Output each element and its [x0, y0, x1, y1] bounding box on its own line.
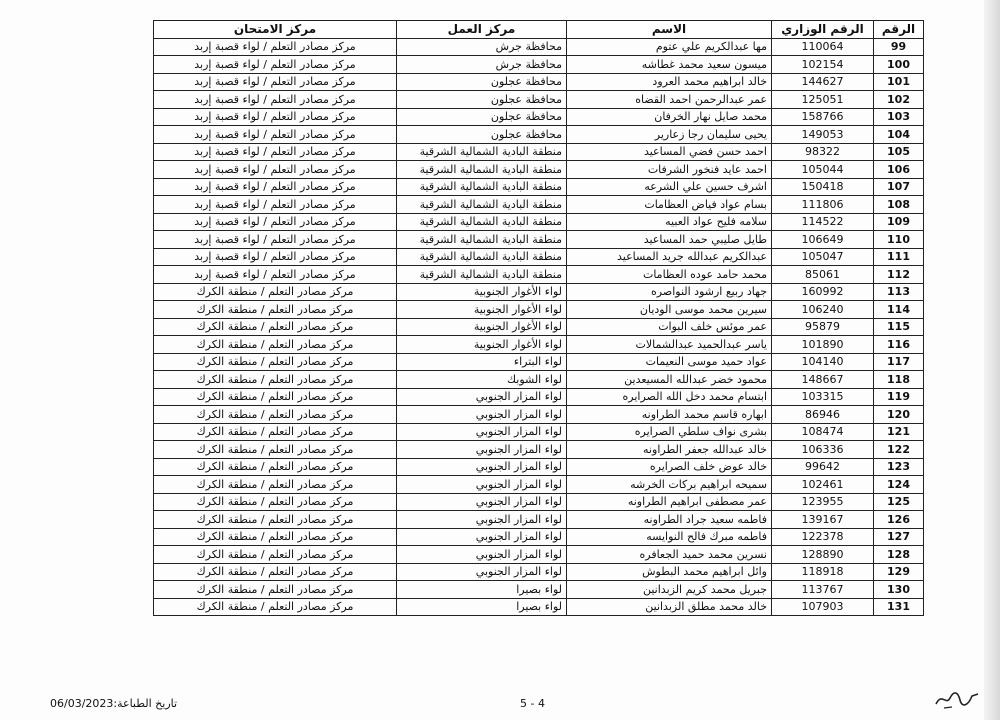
- roster-table: [153, 20, 924, 616]
- table-header-row: [154, 21, 924, 39]
- cell-number: 120: [874, 406, 924, 424]
- table-row: [154, 91, 924, 109]
- cell-name: عمر مصطفى ابراهيم الطراونه: [567, 493, 772, 511]
- cell-number: 130: [874, 581, 924, 599]
- cell-workplace: لواء الأغوار الجنوبية: [397, 318, 567, 336]
- cell-name: طايل صليبي حمد المساعيد: [567, 231, 772, 249]
- cell-number: 112: [874, 266, 924, 284]
- table-row: [154, 563, 924, 581]
- cell-number: 119: [874, 388, 924, 406]
- cell-name: بسام عواد فياض العظامات: [567, 196, 772, 214]
- cell-workplace: لواء بصيرا: [397, 581, 567, 599]
- cell-exam-center: مركز مصادر التعلم / لواء قصبة إربد: [154, 56, 397, 74]
- cell-number: 122: [874, 441, 924, 459]
- cell-exam-center: مركز مصادر التعلم / لواء قصبة إربد: [154, 266, 397, 284]
- cell-ministry-id: 85061: [772, 266, 874, 284]
- table-row: [154, 598, 924, 616]
- cell-workplace: لواء المزار الجنوبي: [397, 493, 567, 511]
- cell-ministry-id: 86946: [772, 406, 874, 424]
- table-row: [154, 441, 924, 459]
- cell-ministry-id: 106649: [772, 231, 874, 249]
- cell-workplace: منطقة البادية الشمالية الشرقية: [397, 266, 567, 284]
- table-row: [154, 406, 924, 424]
- cell-ministry-id: 125051: [772, 91, 874, 109]
- cell-name: نسرين محمد حميد الجعافره: [567, 546, 772, 564]
- table-row: [154, 283, 924, 301]
- cell-workplace: محافظة جرش: [397, 56, 567, 74]
- cell-exam-center: مركز مصادر التعلم / لواء قصبة إربد: [154, 231, 397, 249]
- cell-exam-center: مركز مصادر التعلم / لواء قصبة إربد: [154, 213, 397, 231]
- table-row: [154, 301, 924, 319]
- cell-number: 109: [874, 213, 924, 231]
- cell-number: 107: [874, 178, 924, 196]
- cell-name: سميحه ابراهيم بركات الخرشه: [567, 476, 772, 494]
- table-row: [154, 388, 924, 406]
- cell-exam-center: مركز مصادر التعلم / لواء قصبة إربد: [154, 161, 397, 179]
- cell-workplace: لواء المزار الجنوبي: [397, 406, 567, 424]
- cell-workplace: لواء الأغوار الجنوبية: [397, 283, 567, 301]
- table-row: [154, 458, 924, 476]
- table-row: [154, 318, 924, 336]
- cell-workplace: محافظة عجلون: [397, 126, 567, 144]
- cell-workplace: محافظة عجلون: [397, 91, 567, 109]
- table-row: [154, 161, 924, 179]
- cell-number: 131: [874, 598, 924, 616]
- table-row: [154, 56, 924, 74]
- cell-name: محمد حامد عوده العظامات: [567, 266, 772, 284]
- cell-ministry-id: 102154: [772, 56, 874, 74]
- cell-exam-center: مركز مصادر التعلم / منطقة الكرك: [154, 318, 397, 336]
- cell-workplace: لواء المزار الجنوبي: [397, 458, 567, 476]
- cell-name: بشرى نواف سلطي الصرايره: [567, 423, 772, 441]
- table-row: [154, 266, 924, 284]
- cell-workplace: لواء المزار الجنوبي: [397, 511, 567, 529]
- cell-workplace: لواء المزار الجنوبي: [397, 441, 567, 459]
- cell-exam-center: مركز مصادر التعلم / لواء قصبة إربد: [154, 178, 397, 196]
- cell-exam-center: مركز مصادر التعلم / لواء قصبة إربد: [154, 91, 397, 109]
- cell-number: 128: [874, 546, 924, 564]
- table-row: [154, 493, 924, 511]
- cell-exam-center: مركز مصادر التعلم / منطقة الكرك: [154, 563, 397, 581]
- cell-name: فاطمه مبرك فالح النوايسه: [567, 528, 772, 546]
- cell-number: 115: [874, 318, 924, 336]
- cell-ministry-id: 99642: [772, 458, 874, 476]
- cell-exam-center: مركز مصادر التعلم / منطقة الكرك: [154, 388, 397, 406]
- cell-workplace: لواء المزار الجنوبي: [397, 563, 567, 581]
- cell-name: ابهاره قاسم محمد الطراونه: [567, 406, 772, 424]
- cell-name: ميسون سعيد محمد غطاشه: [567, 56, 772, 74]
- cell-ministry-id: 106240: [772, 301, 874, 319]
- cell-exam-center: مركز مصادر التعلم / منطقة الكرك: [154, 441, 397, 459]
- cell-ministry-id: 105044: [772, 161, 874, 179]
- cell-name: خالد عوض خلف الصرايره: [567, 458, 772, 476]
- cell-workplace: محافظة عجلون: [397, 73, 567, 91]
- cell-number: 101: [874, 73, 924, 91]
- cell-number: 99: [874, 38, 924, 56]
- cell-name: جبريل محمد كريم الزبدانين: [567, 581, 772, 599]
- cell-workplace: لواء الأغوار الجنوبية: [397, 336, 567, 354]
- cell-name: خالد ابراهيم محمد العرود: [567, 73, 772, 91]
- cell-name: عبدالكريم عبدالله جريد المساعيد: [567, 248, 772, 266]
- cell-exam-center: مركز مصادر التعلم / منطقة الكرك: [154, 371, 397, 389]
- cell-name: فاطمه سعيد جراد الطراونه: [567, 511, 772, 529]
- table-row: [154, 423, 924, 441]
- cell-ministry-id: 139167: [772, 511, 874, 529]
- cell-workplace: محافظة جرش: [397, 38, 567, 56]
- cell-number: 106: [874, 161, 924, 179]
- cell-ministry-id: 107903: [772, 598, 874, 616]
- table-row: [154, 231, 924, 249]
- cell-number: 129: [874, 563, 924, 581]
- table-row: [154, 178, 924, 196]
- cell-ministry-id: 144627: [772, 73, 874, 91]
- cell-ministry-id: 128890: [772, 546, 874, 564]
- cell-exam-center: مركز مصادر التعلم / منطقة الكرك: [154, 476, 397, 494]
- cell-exam-center: مركز مصادر التعلم / منطقة الكرك: [154, 423, 397, 441]
- table-body: [154, 38, 924, 616]
- cell-name: خالد عبدالله جعفر الطراونه: [567, 441, 772, 459]
- cell-workplace: محافظة عجلون: [397, 108, 567, 126]
- cell-exam-center: مركز مصادر التعلم / لواء قصبة إربد: [154, 38, 397, 56]
- table-row: [154, 511, 924, 529]
- cell-number: 103: [874, 108, 924, 126]
- cell-ministry-id: 105047: [772, 248, 874, 266]
- cell-ministry-id: 95879: [772, 318, 874, 336]
- header-exam-center: مركز الامتحان: [154, 21, 397, 39]
- print-date: تاريخ الطباعة:06/03/2023: [50, 697, 178, 710]
- cell-number: 125: [874, 493, 924, 511]
- table-row: [154, 108, 924, 126]
- cell-ministry-id: 148667: [772, 371, 874, 389]
- cell-name: محمود خضر عبدالله المسيعدين: [567, 371, 772, 389]
- cell-number: 110: [874, 231, 924, 249]
- cell-number: 104: [874, 126, 924, 144]
- header-name: الاسم: [567, 21, 772, 39]
- cell-workplace: منطقة البادية الشمالية الشرقية: [397, 143, 567, 161]
- page-number: 5 - 4: [520, 697, 545, 710]
- cell-ministry-id: 150418: [772, 178, 874, 196]
- cell-name: وائل ابراهيم محمد البطوش: [567, 563, 772, 581]
- cell-name: خالد محمد مطلق الزبدانين: [567, 598, 772, 616]
- cell-workplace: لواء الشوبك: [397, 371, 567, 389]
- cell-exam-center: مركز مصادر التعلم / لواء قصبة إربد: [154, 108, 397, 126]
- cell-number: 102: [874, 91, 924, 109]
- table-row: [154, 371, 924, 389]
- cell-exam-center: مركز مصادر التعلم / منطقة الكرك: [154, 353, 397, 371]
- cell-ministry-id: 160992: [772, 283, 874, 301]
- cell-ministry-id: 123955: [772, 493, 874, 511]
- cell-number: 114: [874, 301, 924, 319]
- cell-workplace: منطقة البادية الشمالية الشرقية: [397, 231, 567, 249]
- cell-number: 100: [874, 56, 924, 74]
- cell-ministry-id: 104140: [772, 353, 874, 371]
- cell-exam-center: مركز مصادر التعلم / منطقة الكرك: [154, 511, 397, 529]
- cell-name: عمر موئس خلف البوات: [567, 318, 772, 336]
- scan-edge-shadow: [984, 0, 1000, 720]
- cell-ministry-id: 158766: [772, 108, 874, 126]
- cell-number: 116: [874, 336, 924, 354]
- cell-exam-center: مركز مصادر التعلم / منطقة الكرك: [154, 283, 397, 301]
- cell-exam-center: مركز مصادر التعلم / منطقة الكرك: [154, 301, 397, 319]
- table-row: [154, 213, 924, 231]
- cell-workplace: منطقة البادية الشمالية الشرقية: [397, 248, 567, 266]
- cell-name: ياسر عبدالحميد عبدالشمالات: [567, 336, 772, 354]
- cell-number: 118: [874, 371, 924, 389]
- table-row: [154, 528, 924, 546]
- cell-number: 111: [874, 248, 924, 266]
- cell-name: ابتسام محمد دخل الله الصرايره: [567, 388, 772, 406]
- cell-workplace: لواء المزار الجنوبي: [397, 546, 567, 564]
- cell-ministry-id: 98322: [772, 143, 874, 161]
- cell-ministry-id: 102461: [772, 476, 874, 494]
- cell-number: 124: [874, 476, 924, 494]
- cell-workplace: لواء الأغوار الجنوبية: [397, 301, 567, 319]
- cell-ministry-id: 101890: [772, 336, 874, 354]
- cell-workplace: لواء البتراء: [397, 353, 567, 371]
- cell-ministry-id: 114522: [772, 213, 874, 231]
- cell-ministry-id: 108474: [772, 423, 874, 441]
- cell-number: 113: [874, 283, 924, 301]
- cell-name: محمد صايل نهار الخرفان: [567, 108, 772, 126]
- cell-exam-center: مركز مصادر التعلم / منطقة الكرك: [154, 406, 397, 424]
- cell-workplace: لواء المزار الجنوبي: [397, 528, 567, 546]
- header-workplace: مركز العمل: [397, 21, 567, 39]
- cell-ministry-id: 122378: [772, 528, 874, 546]
- table-row: [154, 476, 924, 494]
- cell-ministry-id: 118918: [772, 563, 874, 581]
- cell-number: 121: [874, 423, 924, 441]
- table-row: [154, 73, 924, 91]
- table-row: [154, 546, 924, 564]
- cell-exam-center: مركز مصادر التعلم / لواء قصبة إربد: [154, 126, 397, 144]
- cell-exam-center: مركز مصادر التعلم / منطقة الكرك: [154, 528, 397, 546]
- cell-number: 117: [874, 353, 924, 371]
- cell-name: عمر عبدالرحمن احمد القضاه: [567, 91, 772, 109]
- cell-number: 123: [874, 458, 924, 476]
- cell-exam-center: مركز مصادر التعلم / منطقة الكرك: [154, 598, 397, 616]
- cell-workplace: منطقة البادية الشمالية الشرقية: [397, 178, 567, 196]
- table-row: [154, 196, 924, 214]
- table-row: [154, 336, 924, 354]
- cell-name: مها عبدالكريم علي عتوم: [567, 38, 772, 56]
- cell-workplace: لواء المزار الجنوبي: [397, 388, 567, 406]
- table-row: [154, 38, 924, 56]
- cell-ministry-id: 111806: [772, 196, 874, 214]
- cell-number: 108: [874, 196, 924, 214]
- header-number: الرقم: [874, 21, 924, 39]
- cell-name: يحيى سليمان رجا زعارير: [567, 126, 772, 144]
- cell-name: سيرين محمد موسى الوديان: [567, 301, 772, 319]
- cell-workplace: لواء المزار الجنوبي: [397, 476, 567, 494]
- cell-name: اشرف حسين علي الشرعه: [567, 178, 772, 196]
- table-row: [154, 126, 924, 144]
- cell-exam-center: مركز مصادر التعلم / منطقة الكرك: [154, 458, 397, 476]
- cell-ministry-id: 110064: [772, 38, 874, 56]
- cell-exam-center: مركز مصادر التعلم / منطقة الكرك: [154, 581, 397, 599]
- cell-exam-center: مركز مصادر التعلم / لواء قصبة إربد: [154, 196, 397, 214]
- cell-workplace: منطقة البادية الشمالية الشرقية: [397, 213, 567, 231]
- cell-ministry-id: 103315: [772, 388, 874, 406]
- table-row: [154, 353, 924, 371]
- header-ministry-id: الرقم الوزاري: [772, 21, 874, 39]
- cell-exam-center: مركز مصادر التعلم / لواء قصبة إربد: [154, 143, 397, 161]
- cell-workplace: منطقة البادية الشمالية الشرقية: [397, 161, 567, 179]
- cell-exam-center: مركز مصادر التعلم / لواء قصبة إربد: [154, 73, 397, 91]
- cell-ministry-id: 149053: [772, 126, 874, 144]
- cell-workplace: لواء المزار الجنوبي: [397, 423, 567, 441]
- cell-workplace: لواء بصيرا: [397, 598, 567, 616]
- cell-name: احمد حسن فضي المساعيد: [567, 143, 772, 161]
- cell-name: سلامه فليح عواد العبيه: [567, 213, 772, 231]
- cell-number: 127: [874, 528, 924, 546]
- cell-number: 105: [874, 143, 924, 161]
- table-row: [154, 581, 924, 599]
- table-row: [154, 143, 924, 161]
- cell-exam-center: مركز مصادر التعلم / منطقة الكرك: [154, 336, 397, 354]
- cell-ministry-id: 106336: [772, 441, 874, 459]
- cell-name: جهاد ربيع ارشود النواصره: [567, 283, 772, 301]
- cell-exam-center: مركز مصادر التعلم / لواء قصبة إربد: [154, 248, 397, 266]
- cell-name: عواد حميد موسى النعيمات: [567, 353, 772, 371]
- cell-exam-center: مركز مصادر التعلم / منطقة الكرك: [154, 493, 397, 511]
- cell-workplace: منطقة البادية الشمالية الشرقية: [397, 196, 567, 214]
- cell-ministry-id: 113767: [772, 581, 874, 599]
- table-row: [154, 248, 924, 266]
- signature-mark: [932, 686, 982, 712]
- cell-number: 126: [874, 511, 924, 529]
- cell-exam-center: مركز مصادر التعلم / منطقة الكرك: [154, 546, 397, 564]
- cell-name: احمد عايد فنخور الشرفات: [567, 161, 772, 179]
